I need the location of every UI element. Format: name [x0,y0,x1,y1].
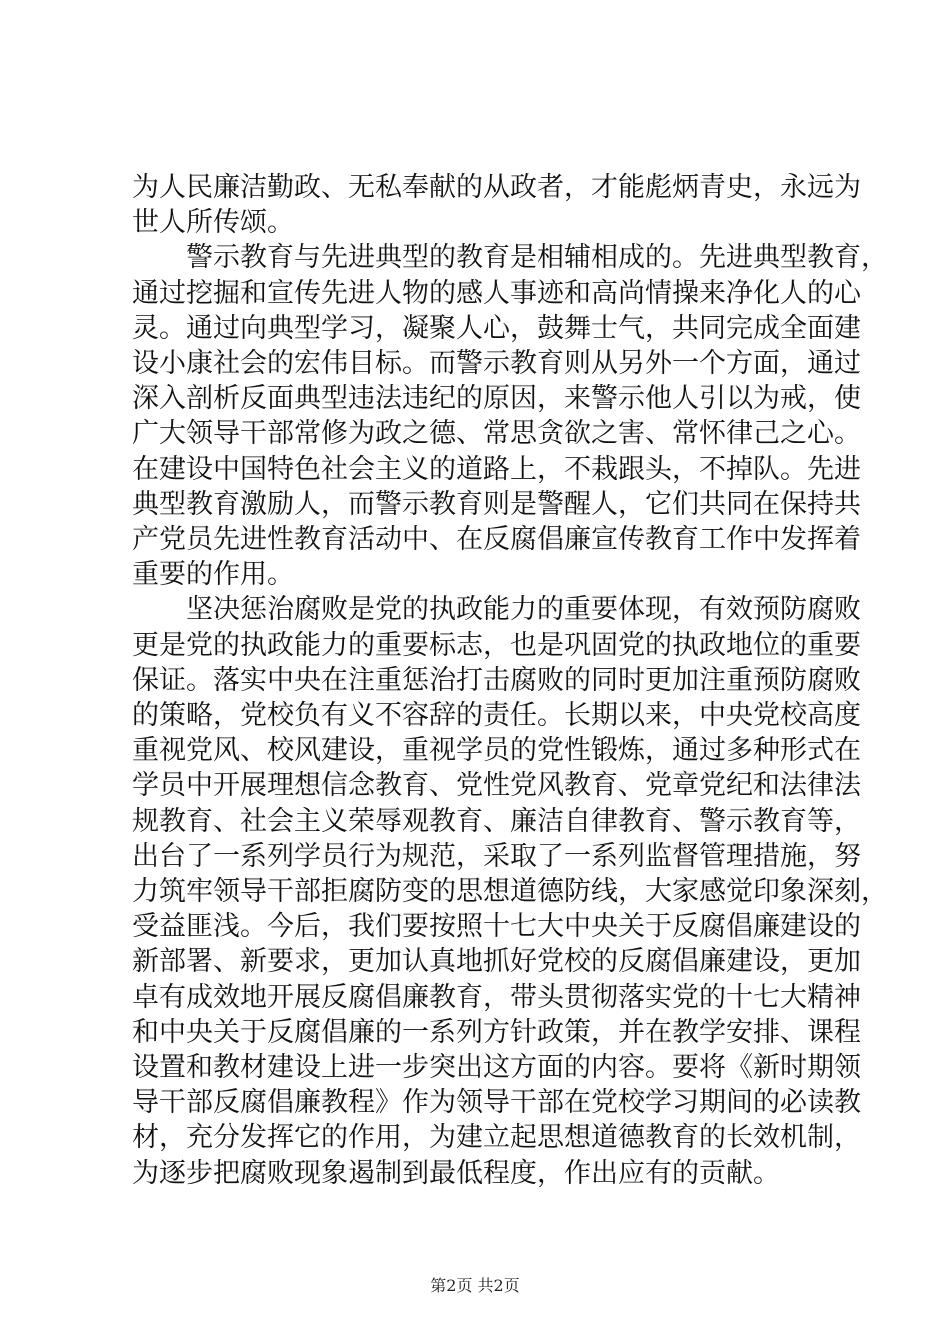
text-line: 在建设中国特色社会主义的道路上，不栽跟头，不掉队。先进 [132,453,861,485]
text-line: 深入剖析反面典型违法违纪的原因，来警示他人引以为戒，使 [132,383,861,415]
text-line: 典型教育激励人，而警示教育则是警醒人，它们共同在保持共 [132,488,861,520]
text-line: 导干部反腐倡廉教程》作为领导干部在党校学习期间的必读教 [132,1087,861,1119]
text-line: 新部署、新要求，更加认真地抓好党校的反腐倡廉建设，更加 [132,946,861,978]
text-line: 学员中开展理想信念教育、党性党风教育、党章党纪和法律法 [132,770,861,802]
document-body [132,170,888,1191]
page-number-label: 第2页 共2页 [430,1276,520,1295]
text-line: 灵。通过向典型学习，凝聚人心，鼓舞士气，共同完成全面建 [132,312,861,344]
text-line: 更是党的执政能力的重要标志，也是巩固党的执政地位的重要 [132,629,861,661]
text-line: 规教育、社会主义荣辱观教育、廉洁自律教育、警示教育等， [132,805,861,837]
text-line: 的策略，党校负有义不容辞的责任。长期以来，中央党校高度 [132,700,861,732]
text-line: 产党员先进性教育活动中、在反腐倡廉宣传教育工作中发挥着 [132,524,861,556]
paragraph-1 [132,170,861,240]
text-line: 重视党风、校风建设，重视学员的党性锻炼，通过多种形式在 [132,735,861,767]
text-line: 通过挖掘和宣传先进人物的感人事迹和高尚情操来净化人的心 [132,277,861,309]
paragraph-2 [132,240,888,592]
text-line: 保证。落实中央在注重惩治打击腐败的同时更加注重预防腐败 [132,664,861,696]
text-line: 卓有成效地开展反腐倡廉教育，带头贯彻落实党的十七大精神 [132,981,861,1013]
text-line: 坚决惩治腐败是党的执政能力的重要体现，有效预防腐败 [132,594,861,626]
page-footer [0,1276,950,1296]
paragraph-3 [132,592,888,1190]
text-line: 重要的作用。 [132,559,294,591]
text-line: 出台了一系列学员行为规范，采取了一系列监督管理措施，努 [132,840,861,872]
text-line: 设置和教材建设上进一步突出这方面的内容。要将《新时期领 [132,1052,861,1084]
text-line: 为人民廉洁勤政、无私奉献的从政者，才能彪炳青史，永远为 [132,172,861,203]
text-line: 为逐步把腐败现象遏制到最低程度，作出应有的贡献。 [132,1157,780,1189]
text-line: 广大领导干部常修为政之德、常思贪欲之害、常怀律己之心。 [132,418,861,450]
text-line: 力筑牢领导干部拒腐防变的思想道德防线，大家感觉印象深刻， [132,876,888,908]
text-line: 材，充分发挥它的作用，为建立起思想道德教育的长效机制， [132,1122,861,1154]
text-line: 世人所传颂。 [132,207,294,239]
text-line: 和中央关于反腐倡廉的一系列方针政策，并在教学安排、课程 [132,1016,861,1048]
text-line: 警示教育与先进典型的教育是相辅相成的。先进典型教育， [132,242,888,274]
text-line: 设小康社会的宏伟目标。而警示教育则从另外一个方面，通过 [132,348,861,380]
text-line: 受益匪浅。今后，我们要按照十七大中央关于反腐倡廉建设的 [132,911,861,943]
